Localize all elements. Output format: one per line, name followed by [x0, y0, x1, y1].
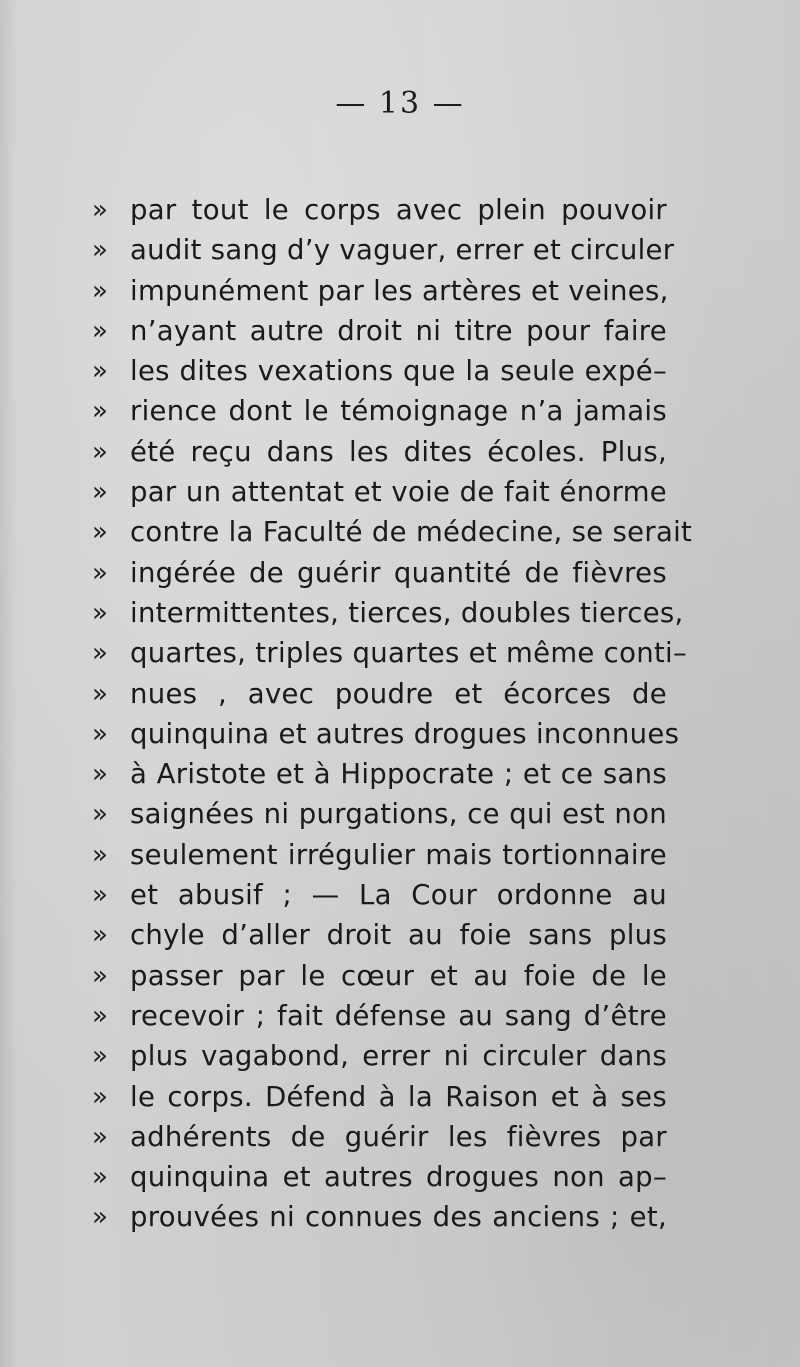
quote-mark: »: [92, 759, 108, 790]
line-text: plus vagabond, errer ni circuler dans: [130, 1040, 667, 1073]
line-text: quinquina et autres drogues non ap–: [130, 1161, 667, 1194]
page-number: — 13 —: [335, 86, 465, 121]
text-line: [92, 1157, 667, 1197]
text-line: [92, 593, 684, 633]
quote-mark: »: [92, 1121, 108, 1152]
quote-mark: »: [92, 275, 108, 306]
line-text: chyle d’aller droit au foie sans plus: [130, 919, 667, 952]
text-line: [92, 875, 667, 915]
quote-mark: »: [92, 638, 108, 669]
line-text: les dites vexations que la seule expé–: [130, 355, 667, 388]
text-line: [92, 553, 667, 593]
line-text: prouvées ni connues des anciens ; et,: [130, 1201, 667, 1234]
text-line: [92, 996, 667, 1036]
text-line: [92, 1036, 667, 1076]
body-text: [92, 190, 693, 1238]
line-text: recevoir ; fait défense au sang d’être: [130, 999, 667, 1032]
line-text: saignées ni purgations, ce qui est non: [130, 798, 667, 831]
quote-mark: »: [92, 235, 108, 266]
line-text: impunément par les artères et veines,: [130, 274, 669, 307]
quote-mark: »: [92, 557, 108, 588]
line-text: seulement irrégulier mais tortionnaire: [130, 838, 667, 871]
text-line: [92, 633, 688, 673]
quote-mark: »: [92, 1041, 108, 1072]
quote-mark: »: [92, 436, 108, 467]
text-line: [92, 190, 667, 230]
quote-mark: »: [92, 195, 108, 225]
text-line: [92, 956, 667, 996]
text-line: [92, 512, 693, 552]
text-line: [92, 835, 667, 875]
line-text: n’ayant autre droit ni titre pour faire: [130, 314, 667, 347]
quote-mark: »: [92, 799, 108, 830]
line-text: par tout le corps avec plein pouvoir: [130, 194, 667, 226]
text-line: [92, 1117, 667, 1157]
text-line: [92, 674, 667, 714]
line-text: passer par le cœur et au foie de le: [130, 959, 667, 992]
quote-mark: »: [92, 920, 108, 951]
quote-mark: »: [92, 597, 108, 628]
quote-mark: »: [92, 1202, 108, 1233]
line-text: adhérents de guérir les fièvres par: [130, 1120, 667, 1153]
text-line: [92, 351, 667, 391]
quote-mark: »: [92, 678, 108, 709]
line-text: nues , avec poudre et écorces de: [130, 677, 667, 710]
quote-mark: »: [92, 1162, 108, 1193]
text-line: [92, 432, 667, 472]
text-line: [92, 472, 667, 512]
text-line: [92, 1077, 667, 1117]
line-text: audit sang d’y vaguer, errer et circuler: [130, 234, 675, 267]
quote-mark: »: [92, 839, 108, 870]
quote-mark: »: [92, 356, 108, 387]
line-text: été reçu dans les dites écoles. Plus,: [130, 435, 667, 468]
line-text: quartes, triples quartes et même conti–: [130, 637, 688, 670]
text-line: [92, 915, 667, 955]
quote-mark: »: [92, 1000, 108, 1031]
text-line: [92, 1197, 667, 1237]
quote-mark: »: [92, 1081, 108, 1112]
quote-mark: »: [92, 718, 108, 749]
text-line: [92, 754, 667, 794]
text-line: [92, 794, 667, 834]
text-line: [92, 230, 675, 270]
line-text: à Aristote et à Hippocrate ; et ce sans: [130, 758, 667, 791]
text-line: [92, 271, 667, 311]
quote-mark: »: [92, 315, 108, 346]
line-text: ingérée de guérir quantité de fièvres: [130, 556, 667, 589]
text-line: [92, 311, 667, 351]
quote-mark: »: [92, 960, 108, 991]
text-line: [92, 714, 680, 754]
line-text: par un attentat et voie de fait énorme: [130, 476, 667, 509]
line-text: rience dont le témoignage n’a jamais: [130, 395, 667, 428]
line-text: quinquina et autres drogues inconnues: [130, 717, 680, 750]
line-text: et abusif ; — La Cour ordonne au: [130, 879, 667, 912]
quote-mark: »: [92, 396, 108, 427]
line-text: contre la Faculté de médecine, se serait: [130, 516, 693, 549]
line-text: intermittentes, tierces, doubles tierces,: [130, 596, 684, 629]
quote-mark: »: [92, 880, 108, 911]
quote-mark: »: [92, 517, 108, 548]
quote-mark: »: [92, 477, 108, 508]
line-text: le corps. Défend à la Raison et à ses: [130, 1080, 667, 1113]
text-line: [92, 391, 667, 431]
